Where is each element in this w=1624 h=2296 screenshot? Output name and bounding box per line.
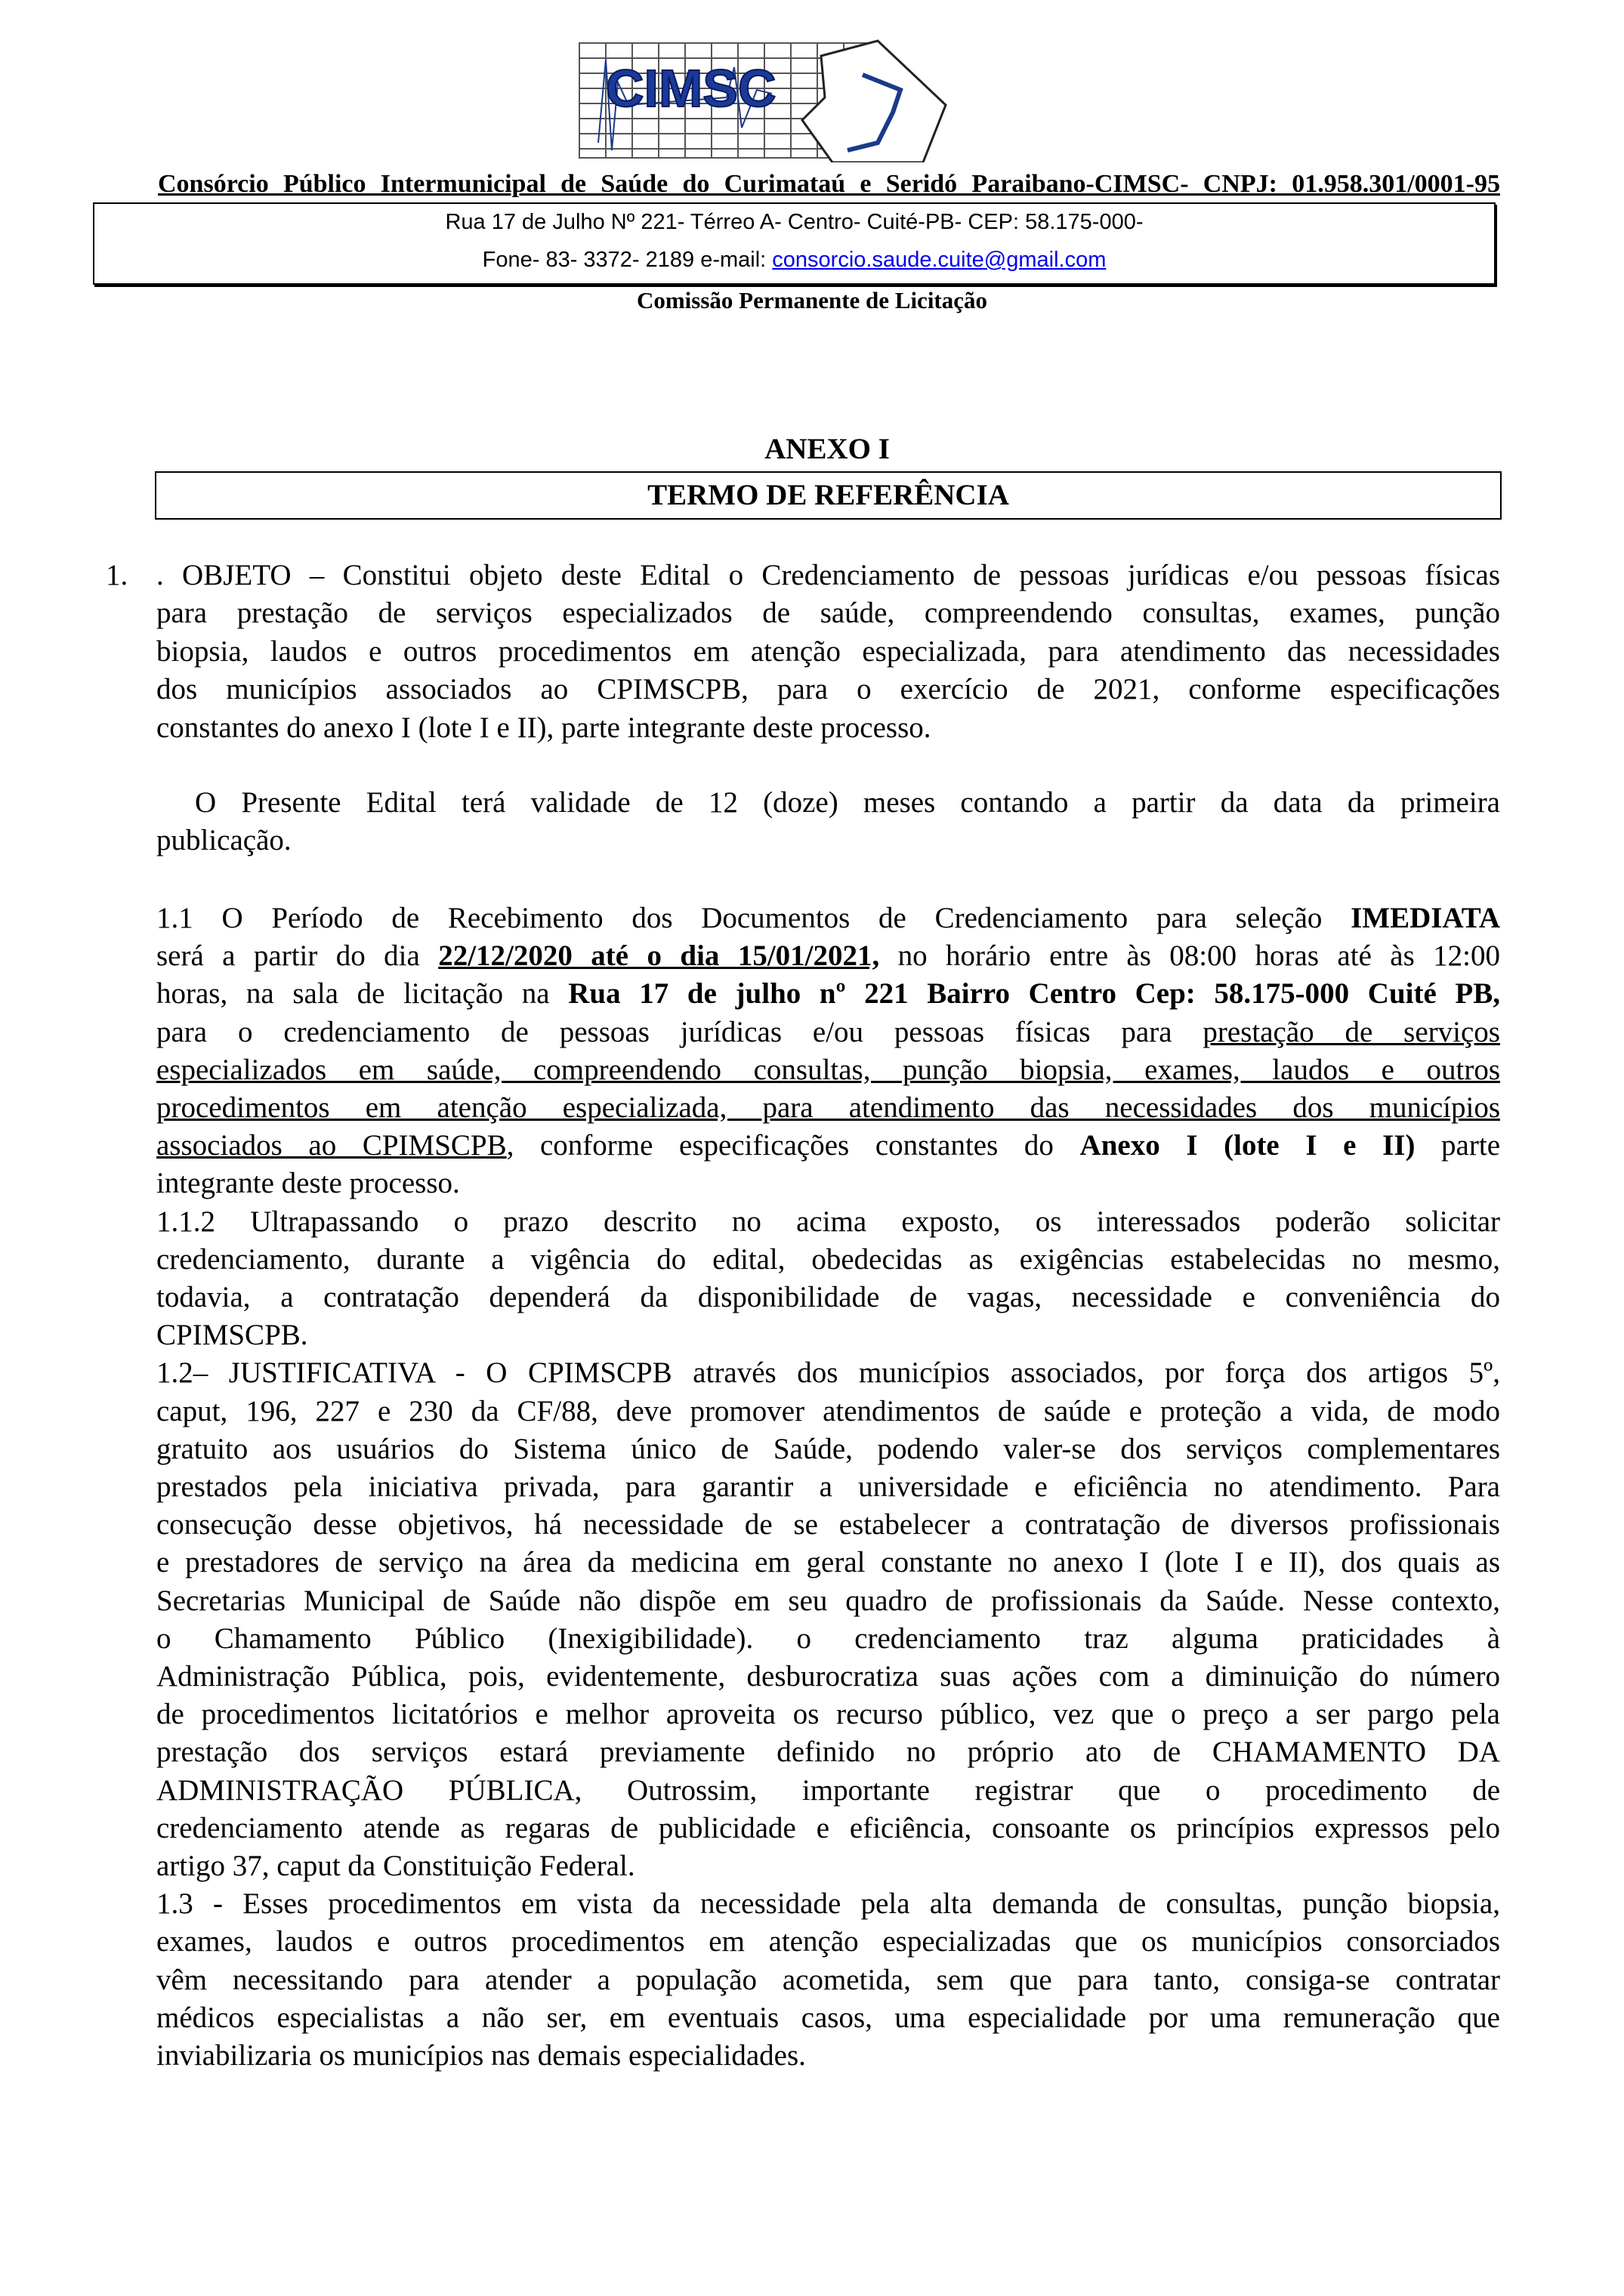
text-segment: parte [1415, 1129, 1500, 1162]
svg-text:CIMSC: CIMSC [606, 59, 776, 118]
objeto-line [156, 594, 1500, 632]
text-segment: credenciamento, durante a vigência do edital, obedecidas as exigências estabelecidas no mesmo, [156, 1242, 1500, 1276]
text-segment: ADMINISTRAÇÃO PÚBLICA, Outrossim, importante registrar que o procedimento de [156, 1773, 1500, 1807]
secao-1-1-line [156, 1847, 1500, 1885]
text-segment: IMEDIATA [1351, 902, 1500, 934]
annex-title: ANEXO I [764, 433, 890, 465]
text-segment: constantes do anexo I (lote I e II), parte integrante deste processo. [156, 711, 931, 744]
secao-1-1-line [156, 1316, 1500, 1354]
text-segment: . OBJETO – Constitui objeto deste Edital o Credenciamento de pessoas jurídicas e/ou pessoas físicas [156, 559, 1500, 591]
text-segment: procedimentos em atenção especializada, para atendimento das necessidades dos municípios [156, 1091, 1500, 1124]
secao-1-1-line [156, 1089, 1500, 1127]
secao-1-1-line [156, 1885, 1500, 1923]
text-segment: o Chamamento Público (Inexigibilidade). o credenciamento traz alguma praticidades à [156, 1622, 1500, 1655]
secao-1-1-line [156, 1468, 1500, 1506]
secao-1-1-line [156, 900, 1500, 937]
secao-1-1-line [156, 1620, 1500, 1658]
secao-1-1-line [156, 1733, 1500, 1771]
secao-1-1-line [156, 1127, 1500, 1165]
address-box [93, 202, 1496, 285]
secao-1-1-line [156, 1014, 1500, 1051]
phone-label: Fone- 83- 3372- 2189 e-mail: [482, 248, 773, 272]
secao-1-1-line [156, 1772, 1500, 1810]
text-segment: , conforme especificações constantes do [506, 1129, 1080, 1162]
text-segment: CPIMSCPB. [156, 1319, 308, 1352]
secao-1-1-line [156, 1696, 1500, 1733]
contact-line [94, 248, 1494, 273]
text-segment: horas, na sala de licitação na [156, 977, 569, 1011]
objeto-line [156, 671, 1500, 708]
text-segment: especializados em saúde, compreendendo consultas, punção biopsia, exames, laudos e outros [156, 1053, 1500, 1086]
secao-1-1-line [156, 1279, 1500, 1316]
text-segment: Anexo I (lote I e II) [1079, 1129, 1416, 1162]
secao-1-1-line [156, 1544, 1500, 1582]
secao-1-1-line [156, 975, 1500, 1013]
secao-1-1-line [156, 1393, 1500, 1430]
secao-1-1-line [156, 2037, 1500, 2075]
secao-1-1-line [156, 1430, 1500, 1468]
text-segment: 1.3 - Esses procedimentos em vista da necessidade pela alta demanda de consultas, punção biopsia, [156, 1887, 1500, 1921]
text-segment: 1.1 O Período de Recebimento dos Documentos de Credenciamento para seleção [156, 902, 1351, 934]
secao-1-1-line [156, 1203, 1500, 1241]
text-segment: inviabilizaria os municípios nas demais especialidades. [156, 2039, 806, 2072]
secao-1-1-line [156, 1165, 1500, 1202]
validade-line [156, 822, 1500, 859]
reference-term-title: TERMO DE REFERÊNCIA [155, 471, 1502, 520]
text-segment: biopsia, laudos e outros procedimentos em atenção especializada, para atendimento das necessidades [156, 634, 1500, 668]
text-segment: O Presente Edital terá validade de 12 (doze) meses contando a partir da data da primeira [195, 786, 1500, 819]
text-segment: consecução desse objetivos, há necessidade de se estabelecer a contratação de diversos profissionais [156, 1508, 1500, 1541]
text-segment: credenciamento atende as regaras de publicidade e eficiência, consoante os princípios expressos pelo [156, 1811, 1500, 1844]
secao-1-1-line [156, 1961, 1500, 1999]
secao-1-1-line [156, 1506, 1500, 1544]
objeto-line [156, 633, 1500, 671]
text-segment: caput, 196, 227 e 230 da CF/88, deve promover atendimentos de saúde e proteção a vida, de modo [156, 1394, 1500, 1427]
text-segment: 1.2– JUSTIFICATIVA - O CPIMSCPB através dos municípios associados, por força dos artigos 5º, [156, 1356, 1500, 1390]
secao-1-1-line [156, 1354, 1500, 1392]
secao-1-1-line [156, 1923, 1500, 1961]
cimsc-logo [576, 37, 1085, 162]
text-segment: prestação dos serviços estará previamente definido no próprio ato de CHAMAMENTO DA [156, 1736, 1500, 1769]
email-link[interactable]: consorcio.saude.cuite@gmail.com [772, 248, 1107, 272]
secao-1-1-line [156, 1999, 1500, 2037]
secao-1-1-line [156, 1582, 1500, 1620]
text-segment: Administração Pública, pois, evidentemente, desburocratiza suas ações com a diminuição do número [156, 1660, 1500, 1693]
text-segment: publicação. [156, 824, 292, 857]
text-segment: prestação de serviços [1203, 1015, 1500, 1048]
text-segment: dos municípios associados ao CPIMSCPB, para o exercício de 2021, conforme especificações [156, 673, 1500, 706]
text-segment: todavia, a contratação dependerá da disponibilidade de vagas, necessidade e conveniência do [156, 1281, 1500, 1313]
text-segment: 22/12/2020 até o dia 15/01/2021, [438, 940, 880, 973]
text-segment: para o credenciamento de pessoas jurídicas e/ou pessoas físicas para [156, 1015, 1203, 1048]
text-segment: e prestadores de serviço na área da medicina em geral constante no anexo I (lote I e II), dos quais as [156, 1546, 1500, 1579]
objeto-line [156, 709, 1500, 747]
secao-1-1-line [156, 937, 1500, 975]
text-segment: vêm necessitando para atender a população acometida, sem que para tanto, consiga-se contratar [156, 1963, 1500, 1996]
text-segment: médicos especialistas a não ser, em eventuais casos, uma especialidade por uma remuneração que [156, 2001, 1500, 2034]
text-segment: artigo 37, caput da Constituição Federal. [156, 1850, 635, 1882]
text-segment: exames, laudos e outros procedimentos em atenção especializadas que os municípios consorciados [156, 1925, 1500, 1958]
text-segment: gratuito aos usuários do Sistema único de Saúde, podendo valer-se dos serviços complementares [156, 1432, 1500, 1465]
text-segment: será a partir do dia [156, 940, 439, 973]
commission-subtitle: Comissão Permanente de Licitação [636, 287, 988, 313]
text-segment: prestados pela iniciativa privada, para garantir a universidade e eficiência no atendimento. Para [156, 1470, 1500, 1503]
objeto-line [156, 557, 1500, 594]
text-segment: associados ao CPIMSCPB [156, 1129, 507, 1162]
text-segment: para prestação de serviços especializados de saúde, compreendendo consultas, exames, punção [156, 597, 1500, 630]
text-segment: integrante deste processo. [156, 1167, 460, 1200]
text-segment: Secretarias Municipal de Saúde não dispõe em seu quadro de profissionais da Saúde. Nesse contexto, [156, 1584, 1500, 1617]
secao-1-1-line [156, 1658, 1500, 1696]
secao-1-1-line [156, 1810, 1500, 1847]
text-segment: Rua 17 de julho nº 221 Bairro Centro Cep: 58.175-000 Cuité PB, [568, 977, 1500, 1011]
secao-1-1-line [156, 1241, 1500, 1279]
text-segment: 1.1.2 Ultrapassando o prazo descrito no acima exposto, os interessados poderão solicitar [156, 1205, 1500, 1238]
organization-title: Consórcio Público Intermunicipal de Saúde do Curimataú e Seridó Paraibano-CIMSC- CNPJ: 01.958.301/0001-95 [158, 170, 1500, 198]
secao-1-1-line [156, 1051, 1500, 1089]
validade-line [195, 784, 1500, 822]
address-line: Rua 17 de Julho Nº 221- Térreo A- Centro- Cuité-PB- CEP: 58.175-000- [445, 210, 1144, 234]
item-number: 1. [106, 559, 128, 591]
text-segment: de procedimentos licitatórios e melhor aproveita os recurso público, vez que o preço a ser pargo pela [156, 1698, 1500, 1731]
text-segment: no horário entre às 08:00 horas até às 12:00 [879, 940, 1501, 973]
